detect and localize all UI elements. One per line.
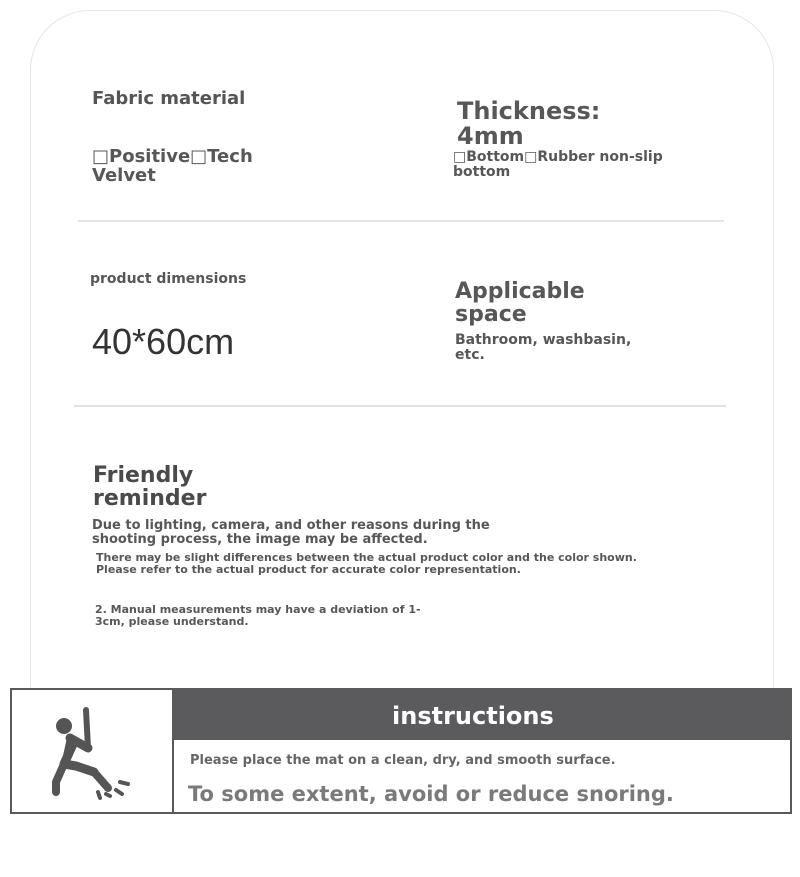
instructions-line-1: Please place the mat on a clean, dry, and smooth surface. — [190, 753, 616, 768]
reminder-line-1: Due to lighting, camera, and other reasons during the shooting process, the image may be affected. — [92, 518, 490, 547]
thickness-value: □Bottom□Rubber non-slip bottom — [453, 149, 663, 180]
instructions-panel — [10, 688, 792, 814]
product-dimensions-value: 40*60cm — [92, 321, 235, 362]
friendly-reminder-title: Friendly reminder — [93, 463, 207, 512]
fabric-material-title: Fabric material — [92, 88, 246, 109]
product-dimensions-title: product dimensions — [90, 271, 247, 287]
applicable-space-value: Bathroom, washbasin, etc. — [455, 332, 632, 363]
instructions-rule — [174, 738, 790, 740]
divider-2 — [74, 405, 726, 407]
instructions-title: instructions — [392, 702, 554, 730]
instructions-header — [174, 690, 790, 738]
icon-box — [12, 690, 174, 812]
reminder-line-2: There may be slight differences between the actual product color and the color shown. Please refer to the actual product for accurate color representation. — [96, 551, 637, 576]
reminder-line-3: 2. Manual measurements may have a deviation of 1-3cm, please understand. — [95, 603, 421, 628]
slipping-person-icon — [12, 690, 172, 812]
thickness-title: Thickness: 4mm — [457, 97, 601, 151]
instructions-line-2: To some extent, avoid or reduce snoring. — [188, 782, 674, 806]
applicable-space-title: Applicable space — [455, 279, 585, 328]
divider-1 — [78, 220, 724, 222]
fabric-material-value: □Positive□Tech Velvet — [92, 146, 253, 186]
